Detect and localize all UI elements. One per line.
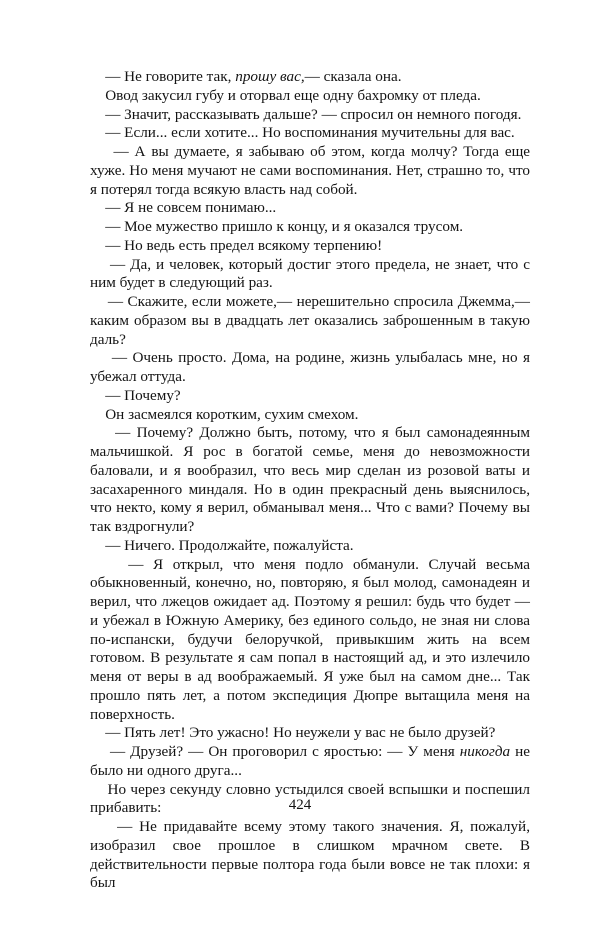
paragraph [90,87,530,106]
paragraph [90,237,530,256]
text: — Мое мужество пришло к концу, и я оказался трусом. [105,218,464,235]
paragraph [90,724,530,743]
paragraph [90,143,530,199]
text: не было ни одного друга... [90,743,531,779]
text: — Значит, рассказывать дальше? — спросил он немного погодя. [105,105,522,123]
text: — Да, и человек, который достиг этого предела, не знает, что с ним будет в следующий раз. [90,255,530,292]
text: Он засмеялся коротким, сухим смехом. [105,405,359,423]
italic-text: прошу вас, [235,68,305,85]
text: Овод закусил губу и оторвал еще одну бахромку от пледа. [105,86,481,104]
paragraph [90,537,530,556]
paragraph [90,218,530,237]
paragraph [90,293,530,349]
text: Но через секунду словно устыдился своей вспышки и поспешил прибавить: [90,780,531,817]
text: — Я не совсем понимаю... [105,199,277,217]
text: — Пять лет! Это ужасно! Но неужели у вас не было друзей? [105,724,496,742]
text: — Не придавайте всему этому такого значения. Я, пожалуй, изобразил свое прошлое в слишком мрачном свете. В действительности первые полтора года были вовсе не так плохи: я был [90,818,530,892]
text: — Очень просто. Дома, на родине, жизнь улыбалась мне, но я убежал оттуда. [90,349,530,385]
text: — Друзей? — Он проговорил с яростью: — У меня [110,743,460,760]
paragraph [90,349,530,387]
text: — Почему? [105,386,181,404]
text-body [90,68,530,893]
text: — А вы думаете, я забываю об этом, когда молчу? Тогда еще хуже. Но меня мучают не сами воспоминания. Нет, страшно то, что я потерял тогда всякую власть над собой. [90,143,531,198]
paragraph [90,68,530,87]
paragraph [90,743,530,781]
page-number: 424 [288,797,312,813]
text: — сказала она. [304,68,402,85]
paragraph [90,256,530,294]
text: — Но ведь есть предел всякому терпению! [105,236,383,254]
paragraph [90,106,530,125]
paragraph [90,424,530,537]
text: — Ничего. Продолжайте, пожалуйста. [105,536,354,554]
italic-text: никогда [459,743,511,760]
paragraph [90,818,530,893]
paragraph [90,387,530,406]
text: — Не говорите так, [105,68,236,85]
paragraph [90,199,530,218]
paragraph [90,406,530,425]
text: — Я открыл, что меня подло обманули. Случай весьма обыкновенный, конечно, но, повторяю, я был молод, самонадеян и верил, что лжецов ожидает ад. Поэтому я решил: будь что будет — и убежал в Южную Америку, без единого сольдо, не зная ни слова по-испански, будучи белоручкой, привыкшим жить на всем готовом. В результате я сам попал в настоящий ад, и это излечило меня от веры в ад воображаемый. Я уже был на самом дне... Так прошло пять лет, а потом экспедиция Дюпре вытащила меня на поверхность. [90,555,531,723]
text: — Почему? Должно быть, потому, что я был самонадеянным мальчишкой. Я рос в богатой семье, меня до невозможности баловали, и я вообразил, что весь мир сделан из розовой ваты и засахаренного миндаля. Но в один прекрасный день выяснилось, что некто, кому я верил, обманывал меня... Что с вами? Почему вы так вздрогнули? [90,424,530,535]
text: — Скажите, если можете,— нерешительно спросила Джемма,— каким образом вы в двадцать лет оказались заброшенным в такую даль? [90,293,530,348]
text: — Если... если хотите... Но воспоминания мучительны для вас. [105,124,515,142]
paragraph [90,556,530,725]
paragraph [90,124,530,143]
